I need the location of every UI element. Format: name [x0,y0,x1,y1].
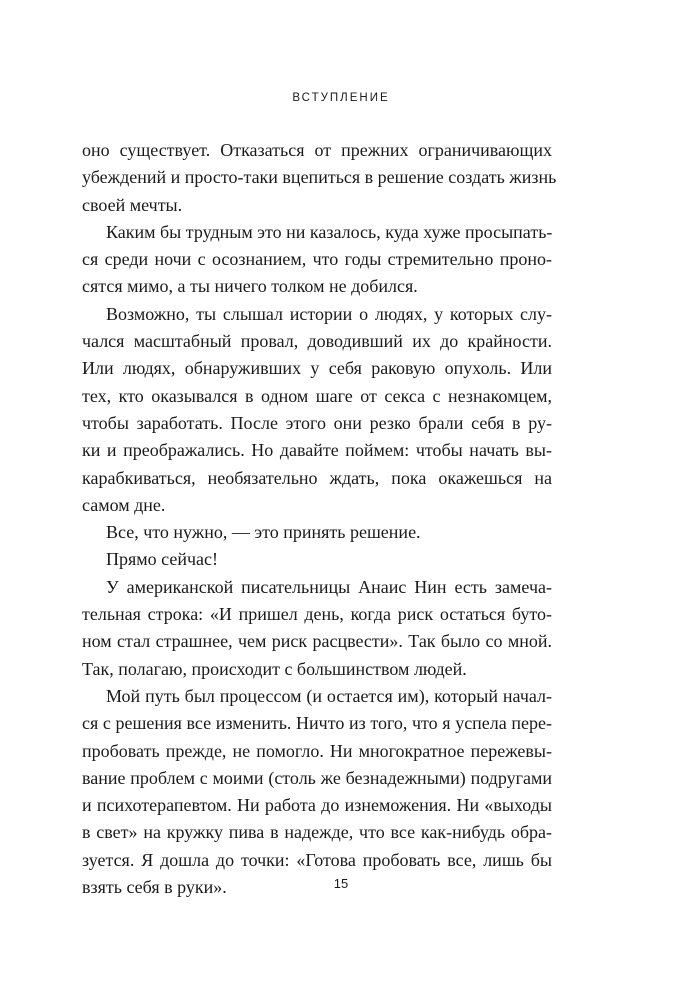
text-line: карабкиваться, необязательно ждать, пока окажешься на [82,467,552,488]
text-line: Каким бы трудным это ни казалось, куда хуже просыпать- [106,221,553,242]
text-line: самом дне. [82,494,166,515]
text-line: вание проблем с моими (столь же безнадежными) подругами [82,767,552,788]
text-line: У американской писательницы Анаис Нин есть замеча- [106,576,552,597]
text-line: Так, полагаю, происходит с большинством людей. [82,658,467,679]
text-line: ся с решения все изменить. Ничто из того, что я успела пере- [82,713,552,734]
text-line: убеждений и просто-таки вцепиться в решение создать жизнь [82,167,557,188]
text-line: в свет» на кружку пива в надежде, что все как-нибудь обра- [82,822,552,843]
text-line: пробовать прежде, не помогло. Ни многократное пережевы- [82,740,552,761]
text-line: Прямо сейчас! [106,549,219,570]
text-line: взять себя в руки». [82,877,227,898]
text-line: Или людях, обнаруживших у себя раковую опухоль. Или [82,358,552,379]
text-line: и психотерапевтом. Ни работа до изнеможения. Ни «выходы [82,795,552,816]
text-line: чтобы заработать. После этого они резко брали себя в ру- [82,412,552,433]
text-line: сятся мимо, а ты ничего толком не добился. [82,276,418,297]
text-line: ки и преображались. Но давайте поймем: чтобы начать вы- [82,440,552,461]
text-line: Все, что нужно, — это принять решение. [106,522,421,543]
text-line: тельная строка: «И пришел день, когда риск остаться буто- [82,604,552,625]
text-line: Мой путь был процессом (и остается им), который начал- [106,685,552,706]
page-number: 15 [333,876,349,891]
text-line: оно существует. Отказаться от прежних ограничивающих [82,140,552,160]
text-line: своей мечты. [82,194,183,215]
text-line: ном стал страшнее, чем риск расцвести». Так было со мной. [82,631,552,652]
text-line: тех, кто оказывался в одном шаге от секса с незнакомцем, [82,385,552,406]
text-line: Возможно, ты слышал истории о людях, у которых слу- [106,303,552,324]
text-line: чался масштабный провал, доводивший их до крайности. [82,331,552,352]
text-line: ся среди ночи с осознанием, что годы стремительно проно- [82,249,552,270]
text-line: зуется. Я дошла до точки: «Готова пробовать все, лишь бы [82,849,552,870]
running-head: ВСТУПЛЕНИЕ [292,92,390,104]
body-text [82,137,557,901]
